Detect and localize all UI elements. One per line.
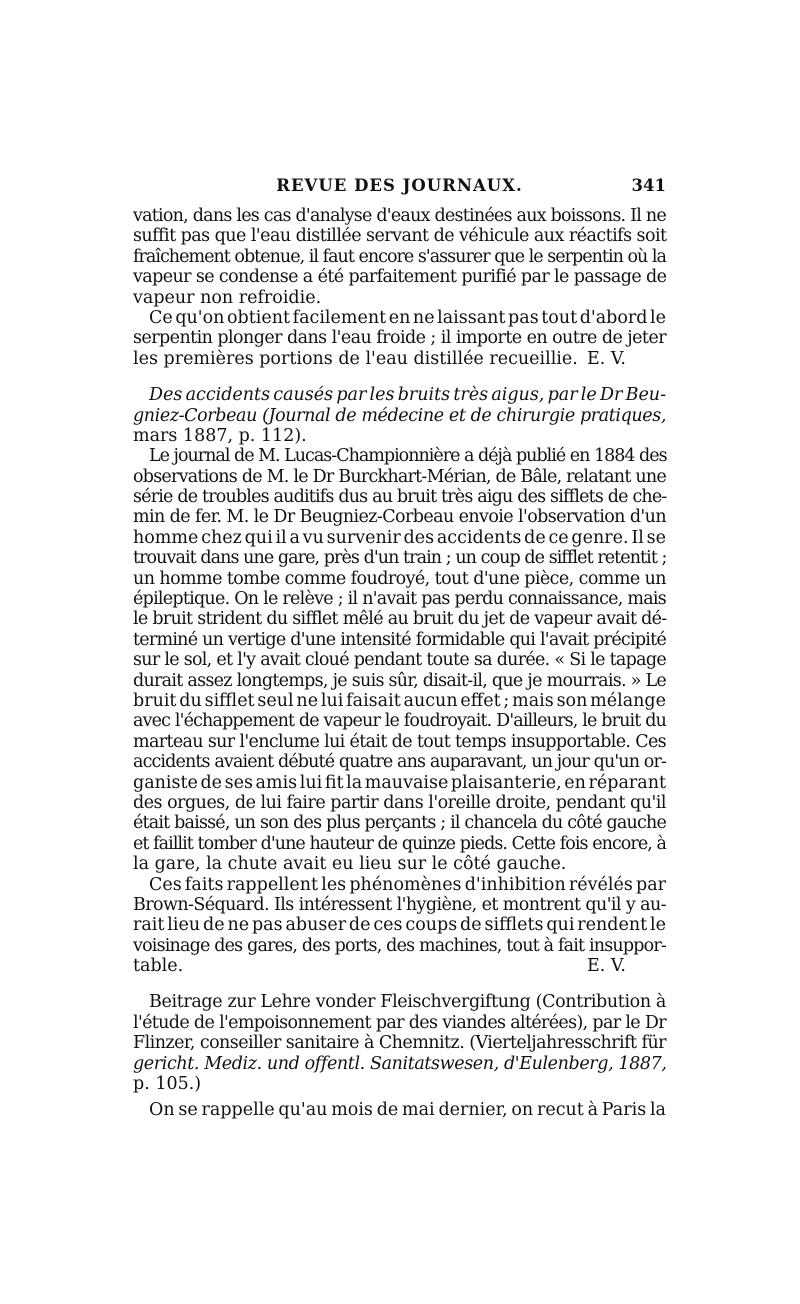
article-heading-line: gniez-Corbeau (Journal de médecine et de chirurgie pratiques,	[133, 405, 666, 426]
article-heading-line: l'étude de l'empoisonnement par des viandes altérées), par le Dr	[133, 1012, 666, 1033]
text-line: des orgues, de lui faire partir dans l'oreille droite, pendant qu'il	[133, 792, 666, 813]
text-line: était baissé, un son des plus perçants ; il chancela du côté gauche	[133, 813, 666, 834]
text-line: le bruit strident du sifflet mêlé au bruit du jet de vapeur avait dé-	[133, 609, 667, 630]
text-line: Ces faits rappellent les phénomènes d'inhibition révélés par	[149, 874, 666, 895]
text-line: avec l'échappement de vapeur le foudroyait. D'ailleurs, le bruit du	[133, 711, 667, 732]
text-line: terminé un vertige d'une intensité formidable qui l'avait précipité	[133, 629, 666, 650]
text-line: marteau sur l'enclume lui était de tout temps insupportable. Ces	[133, 731, 666, 752]
text-line: vapeur non refroidie.	[133, 287, 322, 308]
text-line: vapeur se condense a été parfaitement purifié par le passage de	[133, 267, 667, 288]
page-header	[133, 176, 666, 202]
text-line: les premières portions de l'eau distillée recueillie. E. V.	[133, 349, 666, 369]
running-title: REVUE DES JOURNAUX.	[276, 176, 523, 195]
text-line: Ce qu'on obtient facilement en ne laissant pas tout d'abord le	[149, 307, 666, 328]
article-heading-line: gericht. Mediz. und offentl. Sanitatswesen, d'Eulenberg, 1887,	[133, 1053, 667, 1074]
text-line: rait lieu de ne pas abuser de ces coups de sifflets qui rendent le	[133, 915, 666, 936]
text-line: On se rappelle qu'au mois de mai dernier, on recut à Paris la	[149, 1100, 666, 1121]
text-line: serpentin plonger dans l'eau froide ; il importe en outre de jeter	[133, 328, 666, 349]
text-line: table. E. V.	[133, 956, 666, 976]
text-line: homme chez qui il a vu survenir des accidents de ce genre. Il se	[133, 527, 666, 548]
article-heading-line: Flinzer, conseiller sanitaire à Chemnitz. (Vierteljahresschrift für	[133, 1033, 667, 1054]
article-heading-line: Des accidents causés par les bruits très aigus, par le Dr Beu-	[149, 385, 666, 406]
article-heading-line: p. 105.)	[133, 1074, 202, 1095]
text-line: Le journal de M. Lucas-Championnière a déjà publié en 1884 des	[149, 446, 667, 467]
text-line: un homme tombe comme foudroyé, tout d'une pièce, comme un	[133, 568, 666, 589]
text-line: ganiste de ses amis lui fit la mauvaise plaisanterie, en réparant	[133, 772, 666, 793]
article-heading-line: Beitrage zur Lehre vonder Fleischvergiftung (Contribution à	[149, 992, 666, 1013]
text-line: accidents avaient débuté quatre ans auparavant, un jour qu'un or-	[133, 752, 666, 773]
text-line: durait assez longtemps, je suis sûr, disait-il, que je mourrais. » Le	[133, 670, 666, 691]
text-line: vation, dans les cas d'analyse d'eaux destinées aux boissons. Il ne	[133, 206, 666, 226]
text-line: min de fer. M. le Dr Beugniez-Corbeau envoie l'observation d'un	[133, 507, 666, 528]
text-line: bruit du sifflet seul ne lui faisait aucun effet ; mais son mélange	[133, 690, 666, 711]
signature: E. V.	[586, 348, 626, 369]
text-line: observations de M. le Dr Burckhart-Mérian, de Bâle, relatant une	[133, 466, 666, 487]
text-line: épileptique. On le relève ; il n'avait pas perdu connaissance, mais	[133, 589, 666, 610]
text-line: fraîchement obtenue, il faut encore s'assurer que le serpentin où la	[133, 246, 666, 267]
text-line: voisinage des gares, des ports, des machines, tout à fait insuppor-	[133, 935, 666, 956]
page-number: 341	[631, 176, 666, 195]
text-line: Brown-Séquard. Ils intéressent l'hygiène, et montrent qu'il y au-	[133, 894, 666, 915]
article-heading-line: mars 1887, p. 112).	[133, 425, 307, 446]
signature: E. V.	[586, 956, 626, 977]
text-line: trouvait dans une gare, près d'un train ; un coup de sifflet retentit ;	[133, 548, 667, 569]
article-body	[133, 206, 666, 1121]
text-line: sur le sol, et l'y avait cloué pendant toute sa durée. « Si le tapage	[133, 650, 666, 671]
text-line: suffit pas que l'eau distillée servant de véhicule aux réactifs soit	[133, 226, 667, 247]
text-line: la gare, la chute avait eu lieu sur le côté gauche.	[133, 854, 567, 875]
text-line: et faillit tomber d'une hauteur de quinze pieds. Cette fois encore, à	[133, 833, 666, 854]
text-line: série de troubles auditifs dus au bruit très aigu des sifflets de che-	[133, 487, 667, 508]
